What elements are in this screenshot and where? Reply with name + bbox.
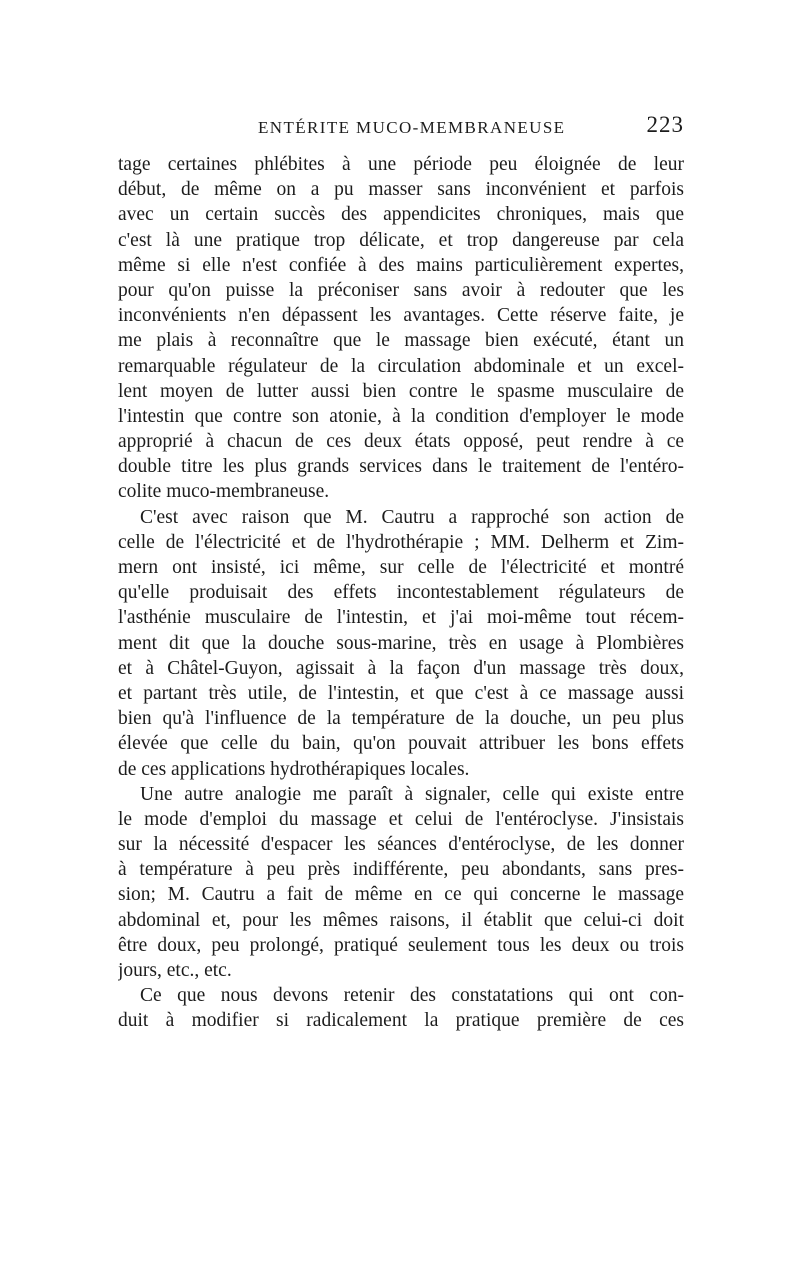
page-number: 223 <box>646 112 684 137</box>
text-line: qu'elle produisait des effets incontestablement régulateurs de <box>118 582 684 604</box>
text-line: même si elle n'est confiée à des mains particulièrement expertes, <box>118 254 684 276</box>
text-line: C'est avec raison que M. Cautru a rapproché son action de <box>140 506 684 528</box>
text-line: pour qu'on puisse la préconiser sans avoir à redouter que les <box>118 279 684 301</box>
text-line: et partant très utile, de l'intestin, et que c'est à ce massage aussi <box>118 682 684 704</box>
text-line: début, de même on a pu masser sans inconvénient et parfois <box>118 179 684 201</box>
text-line: remarquable régulateur de la circulation abdominale et un excel- <box>118 355 684 377</box>
text-line: avec un certain succès des appendicites chroniques, mais que <box>118 204 684 226</box>
text-line: duit à modifier si radicalement la pratique première de ces <box>118 1010 684 1032</box>
paragraph <box>118 505 684 782</box>
paragraph <box>118 152 684 505</box>
text-line: élevée que celle du bain, qu'on pouvait attribuer les bons effets <box>118 733 684 755</box>
paragraph <box>118 983 684 1033</box>
text-line: et à Châtel-Guyon, agissait à la façon d'un massage très doux, <box>118 657 684 679</box>
text-line: Une autre analogie me paraît à signaler, celle qui existe entre <box>140 783 684 805</box>
page-header <box>118 114 684 144</box>
text-line: celle de l'électricité et de l'hydrothérapie ; MM. Delherm et Zim- <box>118 531 684 553</box>
text-line: sion; M. Cautru a fait de même en ce qui concerne le massage <box>118 884 684 906</box>
text-line: l'intestin que contre son atonie, à la condition d'employer le mode <box>118 405 684 427</box>
text-line: jours, etc., etc. <box>118 960 232 981</box>
text-line: sur la nécessité d'espacer les séances d'entéroclyse, de les donner <box>118 834 684 856</box>
text-line: ment dit que la douche sous-marine, très en usage à Plombières <box>118 632 684 654</box>
text-line: Ce que nous devons retenir des constatations qui ont con- <box>140 985 684 1007</box>
text-line: l'asthénie musculaire de l'intestin, et j'ai moi-même tout récem- <box>118 607 684 629</box>
text-line: de ces applications hydrothérapiques locales. <box>118 758 470 780</box>
text-line: le mode d'emploi du massage et celui de l'entéroclyse. J'insistais <box>118 808 684 830</box>
text-line: double titre les plus grands services dans le traitement de l'entéro- <box>118 456 684 478</box>
text-line: lent moyen de lutter aussi bien contre le spasme musculaire de <box>118 380 684 402</box>
text-line: mern ont insisté, ici même, sur celle de l'électricité et montré <box>118 557 684 578</box>
text-line: bien qu'à l'influence de la température de la douche, un peu plus <box>118 708 684 730</box>
paragraph <box>118 782 684 984</box>
text-line: colite muco-membraneuse. <box>118 481 330 503</box>
text-line: inconvénients n'en dépassent les avantages. Cette réserve faite, je <box>118 305 684 327</box>
text-line: à température à peu près indifférente, peu abondants, sans pres- <box>118 859 684 881</box>
text-line: me plais à reconnaître que le massage bien exécuté, étant un <box>118 330 684 352</box>
running-title: ENTÉRITE MUCO-MEMBRANEUSE <box>258 118 566 137</box>
body-text <box>118 152 684 1034</box>
text-line: abdominal et, pour les mêmes raisons, il établit que celui-ci doit <box>118 909 684 931</box>
text-line: c'est là une pratique trop délicate, et trop dangereuse par cela <box>118 229 684 251</box>
text-line: être doux, peu prolongé, pratiqué seulement tous les deux ou trois <box>118 934 684 956</box>
text-line: tage certaines phlébites à une période peu éloignée de leur <box>118 154 684 175</box>
text-line: approprié à chacun de ces deux états opposé, peut rendre à ce <box>118 431 684 453</box>
